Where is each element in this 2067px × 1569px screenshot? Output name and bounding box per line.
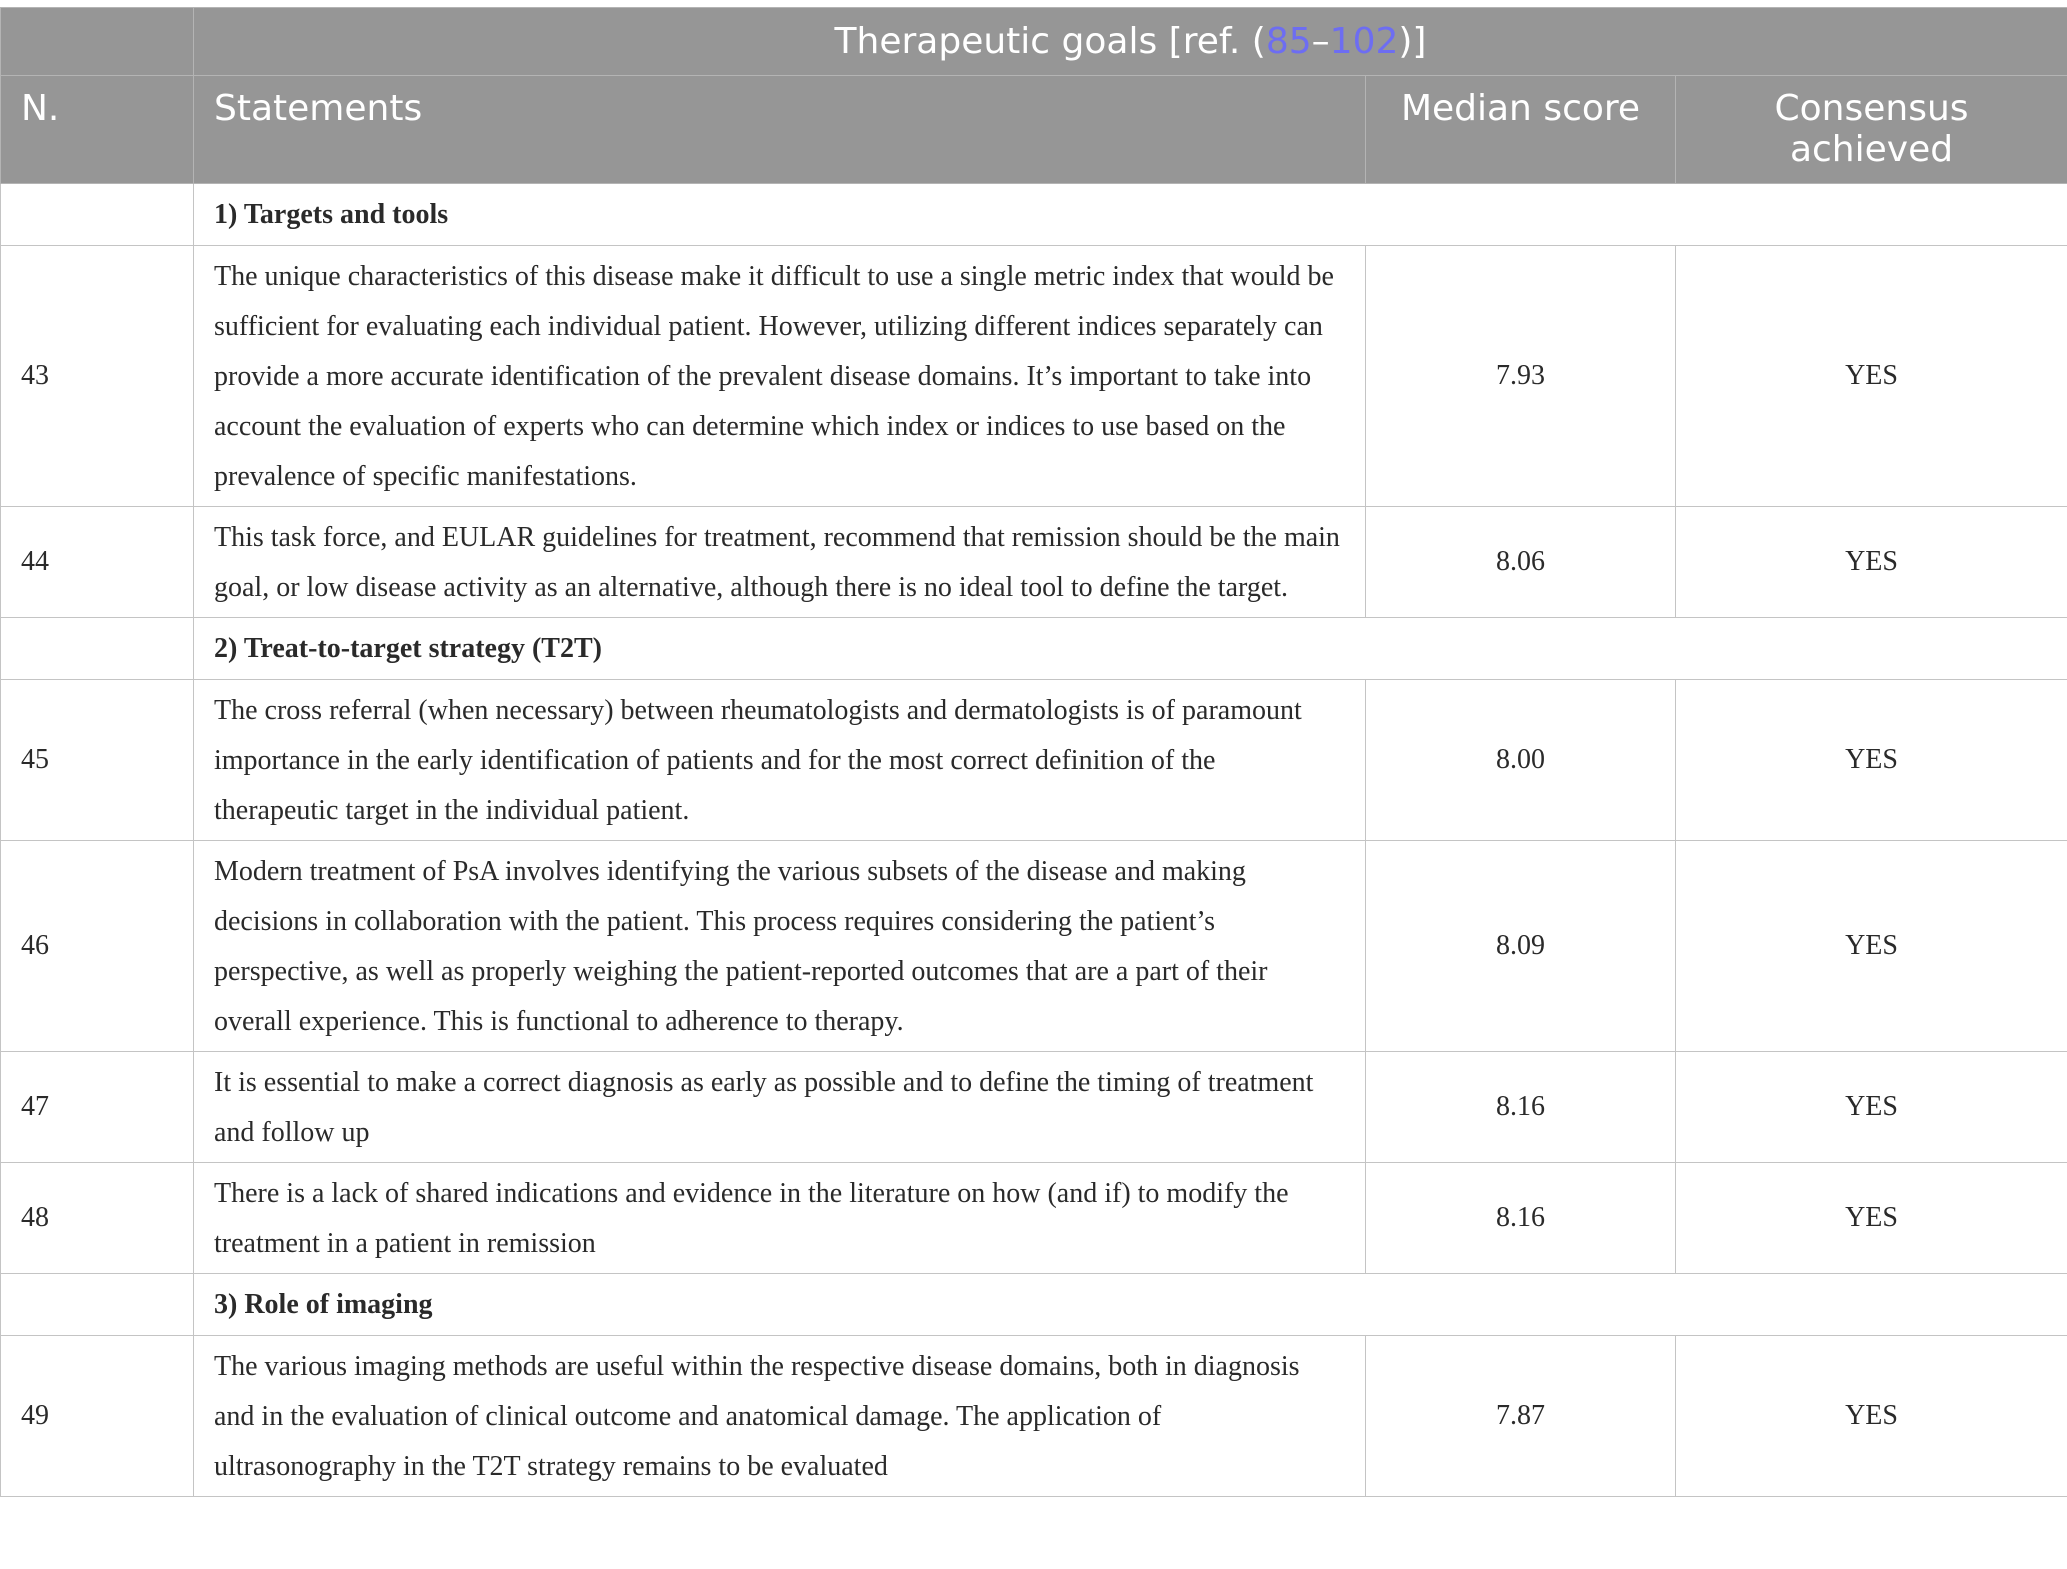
title-empty-cell	[1, 8, 194, 76]
table-row	[1, 246, 2067, 507]
row-number: 49	[1, 1336, 194, 1497]
row-number: 43	[1, 246, 194, 507]
section-empty-cell	[1, 184, 194, 246]
ref-link-start[interactable]: 85	[1265, 20, 1312, 62]
table-row	[1, 507, 2067, 618]
table-title-row	[1, 8, 2067, 76]
row-consensus: YES	[1676, 680, 2067, 841]
row-statement: The cross referral (when necessary) between rheumatologists and dermatologists is of paramount importance in the early identification of patients and for the most correct definition of the therapeutic target in the individual patient.	[194, 680, 1366, 841]
section-title: 1) Targets and tools	[194, 184, 2067, 246]
column-header-consensus: Consensus achieved	[1676, 76, 2067, 184]
table-row	[1, 680, 2067, 841]
section-row	[1, 1274, 2067, 1336]
row-number: 44	[1, 507, 194, 618]
section-empty-cell	[1, 618, 194, 680]
table-row	[1, 841, 2067, 1052]
ref-link-end[interactable]: 102	[1329, 20, 1399, 62]
table-title: Therapeutic goals [ref. (85–102)]	[194, 8, 2067, 76]
section-row	[1, 618, 2067, 680]
table-row	[1, 1336, 2067, 1497]
row-consensus: YES	[1676, 1163, 2067, 1274]
section-title: 3) Role of imaging	[194, 1274, 2067, 1336]
section-title: 2) Treat-to-target strategy (T2T)	[194, 618, 2067, 680]
column-header-number: N.	[1, 76, 194, 184]
column-header-median-score: Median score	[1366, 76, 1676, 184]
row-number: 48	[1, 1163, 194, 1274]
row-median-score: 8.16	[1366, 1052, 1676, 1163]
therapeutic-goals-table	[0, 7, 2067, 1497]
row-consensus: YES	[1676, 1336, 2067, 1497]
section-row	[1, 184, 2067, 246]
row-statement: The unique characteristics of this disease make it difficult to use a single metric index that would be sufficient for evaluating each individual patient. However, utilizing different indices separately can provide a more accurate identification of the prevalent disease domains. It’s important to take into account the evaluation of experts who can determine which index or indices to use based on the prevalence of specific manifestations.	[194, 246, 1366, 507]
row-median-score: 8.09	[1366, 841, 1676, 1052]
row-consensus: YES	[1676, 841, 2067, 1052]
row-median-score: 8.16	[1366, 1163, 1676, 1274]
row-median-score: 8.00	[1366, 680, 1676, 841]
row-number: 47	[1, 1052, 194, 1163]
column-header-statements: Statements	[194, 76, 1366, 184]
row-number: 46	[1, 841, 194, 1052]
row-consensus: YES	[1676, 246, 2067, 507]
row-statement: This task force, and EULAR guidelines for treatment, recommend that remission should be the main goal, or low disease activity as an alternative, although there is no ideal tool to define the target.	[194, 507, 1366, 618]
row-median-score: 7.87	[1366, 1336, 1676, 1497]
table-row	[1, 1163, 2067, 1274]
row-statement: It is essential to make a correct diagnosis as early as possible and to define the timing of treatment and follow up	[194, 1052, 1366, 1163]
section-empty-cell	[1, 1274, 194, 1336]
row-consensus: YES	[1676, 1052, 2067, 1163]
row-statement: Modern treatment of PsA involves identifying the various subsets of the disease and making decisions in collaboration with the patient. This process requires considering the patient’s perspective, as well as properly weighing the patient-reported outcomes that are a part of their overall experience. This is functional to adherence to therapy.	[194, 841, 1366, 1052]
table-row	[1, 1052, 2067, 1163]
row-median-score: 7.93	[1366, 246, 1676, 507]
row-statement: The various imaging methods are useful within the respective disease domains, both in diagnosis and in the evaluation of clinical outcome and anatomical damage. The application of ultrasonography in the T2T strategy remains to be evaluated	[194, 1336, 1366, 1497]
row-statement: There is a lack of shared indications and evidence in the literature on how (and if) to modify the treatment in a patient in remission	[194, 1163, 1366, 1274]
row-number: 45	[1, 680, 194, 841]
column-header-row	[1, 76, 2067, 184]
row-consensus: YES	[1676, 507, 2067, 618]
row-median-score: 8.06	[1366, 507, 1676, 618]
